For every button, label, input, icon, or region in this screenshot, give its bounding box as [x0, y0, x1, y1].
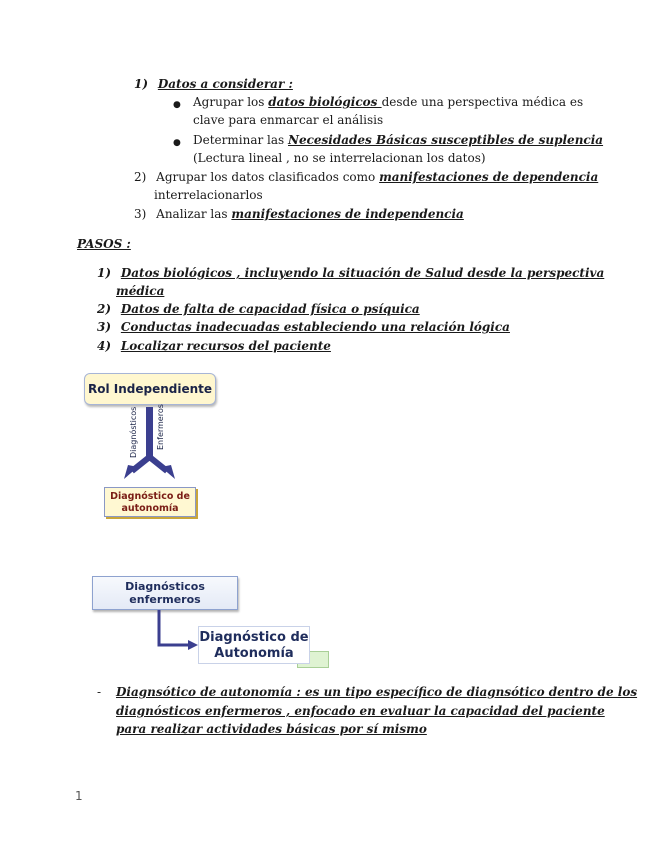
diagram2-box-line1: Diagnósticos: [125, 580, 205, 593]
pasos-item-2-num: 2): [97, 302, 112, 316]
diagram2-box-line2: enfermeros: [129, 593, 201, 606]
bullet-dot-1: ●: [173, 100, 181, 110]
list1-bullet2-cont: (Lectura lineal , no se interrelacionan los datos): [193, 151, 486, 165]
list1-bullet2: [193, 131, 603, 149]
list1-bullet1-em: datos biológicos: [268, 95, 382, 109]
definition-line3: para realizar actividades básicas por sí mismo: [116, 722, 427, 736]
diagram1-arrows: [110, 403, 190, 489]
list1-bullet1-post: desde una perspectiva médica es: [381, 95, 584, 109]
page-number: 1: [75, 789, 83, 803]
diagram1-stem: [146, 407, 153, 459]
rol-independiente-box: Rol Independiente: [84, 373, 216, 405]
diagram2-arrowhead: [188, 640, 198, 650]
pasos-item-4: [97, 337, 331, 355]
list1-item2-cont: interrelacionarlos: [154, 188, 263, 202]
pasos-item-2-text: Datos de falta de capacidad física o psíquica: [120, 302, 420, 316]
list1-item3-pre: Analizar las: [156, 207, 232, 221]
pasos-item-1-num: 1): [97, 266, 112, 280]
diagnostico-autonomia-box-2: [198, 626, 310, 664]
list1-item2-pre: Agrupar los datos clasificados como: [156, 170, 380, 184]
definition-line2: diagnósticos enfermeros , enfocado en evaluar la capacidad del paciente: [116, 704, 605, 718]
diagnosticos-enfermeros-box: [92, 576, 238, 610]
pasos-item-4-text: Localizar recursos del paciente: [120, 339, 331, 353]
definition-line1: Diagnsótico de autonomía : es un tipo específico de diagnsótico dentro de los: [116, 685, 638, 699]
pasos-item-1-cont: médica: [116, 284, 165, 298]
list1-item1-label: Datos a considerar :: [157, 77, 293, 91]
pasos-item-1-text: Datos biológicos , incluyendo la situación de Salud desde la perspectiva: [120, 266, 605, 280]
bullet-dot-2: ●: [173, 138, 181, 148]
list1-item1: [134, 75, 293, 93]
pasos-heading: PASOS :: [77, 237, 131, 251]
diagram2-result-line2: Autonomía: [214, 646, 294, 661]
list1-item3: [134, 205, 464, 223]
definition-dash: -: [97, 685, 102, 699]
list1-bullet1-pre: Agrupar los: [193, 95, 269, 109]
list1-bullet1: [193, 93, 583, 111]
pasos-item-3-num: 3): [97, 320, 112, 334]
pasos-item-3-text: Conductas inadecuadas estableciendo una relación lógica: [120, 320, 510, 334]
diagram1-arrowhead-right: [161, 465, 175, 479]
list1-item3-num: 3): [134, 207, 147, 221]
pasos-item-3: [97, 318, 510, 336]
list1-item2: [134, 168, 598, 186]
diagram1-label-right: Enfermeros: [156, 404, 165, 450]
list1-item2-em: manifestaciones de dependencia: [379, 170, 599, 184]
diagram2-connector: [150, 610, 202, 652]
list1-bullet2-em: Necesidades Básicas susceptibles de suplencia: [288, 133, 604, 147]
pasos-item-2: [97, 300, 420, 318]
pasos-item-1: [97, 264, 604, 282]
pasos-item-4-num: 4): [97, 339, 112, 353]
diagram1-label-left: Diagnósticos: [129, 406, 138, 458]
diagram1-result-line2: autonomía: [121, 503, 179, 514]
list1-bullet2-pre: Determinar las: [193, 133, 288, 147]
diagnostico-autonomia-box-1: [104, 487, 196, 517]
diagram2-connector-line: [159, 610, 190, 645]
list1-item2-num: 2): [134, 170, 147, 184]
list1-bullet1-cont: clave para enmarcar el análisis: [193, 113, 384, 127]
list1-item1-num: 1): [134, 77, 149, 91]
list1-item3-em: manifestaciones de independencia: [231, 207, 464, 221]
diagram2-result-line1: Diagnóstico de: [199, 630, 309, 645]
diagram1-result-line1: Diagnóstico de: [110, 491, 190, 502]
diagram1-arrowhead-left: [124, 465, 138, 479]
